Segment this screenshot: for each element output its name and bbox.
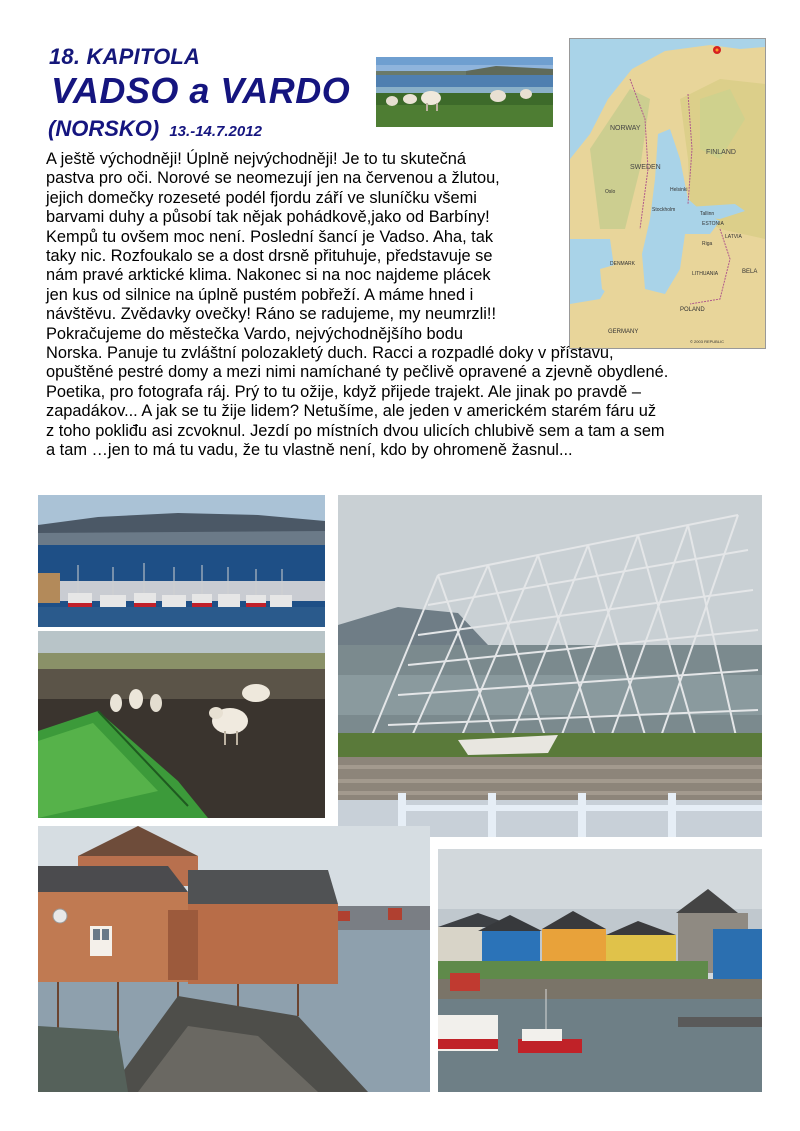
map-label-estonia: ESTONIA bbox=[702, 221, 724, 227]
map-label-finland: FINLAND bbox=[706, 149, 736, 156]
text-line: Kempů tu ovšem moc není. Poslední šancí je Vadso. Aha, tak bbox=[46, 227, 494, 246]
fish-drying-racks-photo bbox=[338, 495, 762, 837]
text-line: z toho pokliđu asi zcvoknul. Jezdí po místních dvou ulicích chlubivě sem a tam a sem bbox=[46, 421, 665, 440]
map-label-denmark: DENMARK bbox=[610, 261, 636, 267]
map-label-germany: GERMANY bbox=[608, 329, 639, 335]
text-line: jejich domečky rozeseté podél fjordu září ve sluníčku všemi bbox=[46, 188, 477, 207]
sheep-shore-photo bbox=[376, 57, 553, 127]
text-line: pastva pro oči. Norové se neomezují jen na červenou a žlutou, bbox=[46, 169, 500, 188]
map-label-helsinki: Helsinki bbox=[670, 187, 688, 193]
text-line: barvami duhy a působí tak nějak pohádkově,jako od Barbíny! bbox=[46, 208, 490, 227]
text-line: zapadákov... A jak se tu žije lidem? Netušíme, ale jeden v americkém starém fáru už bbox=[46, 402, 657, 421]
map-copyright: © 2003 REPUBLIC bbox=[690, 339, 725, 344]
colorful-houses-harbour-photo bbox=[438, 849, 762, 1092]
text-line: Pokračujeme do městečka Vardo, nejvýchodnějšího bodu bbox=[46, 324, 463, 343]
map-label-poland: POLAND bbox=[680, 307, 705, 313]
map-label-bela: BELA bbox=[742, 269, 758, 275]
chapter-label: 18. KAPITOLA bbox=[49, 44, 201, 69]
text-line: opuštěné pestré domy a mezi nimi namíchané ty pečlivě opravené a zjevně obydlené. bbox=[46, 363, 669, 382]
map-label-lithuania: LITHUANIA bbox=[692, 271, 719, 277]
text-line: a tam …jen to má tu vadu, že tu vlastně není, kdo by ohromeně žasnul... bbox=[46, 441, 573, 460]
subtitle bbox=[48, 116, 262, 142]
text-line: taky nic. Rozfoukalo se a dost drsně přituhuje, představuje se bbox=[46, 247, 493, 266]
map-label-stockholm: Stockholm bbox=[652, 207, 676, 213]
country-label: (NORSKO) bbox=[48, 116, 160, 141]
harbour-boats-photo bbox=[38, 495, 325, 627]
text-line: Poetika, pro fotografa ráj. Prý to tu ožije, když přijede trajekt. Ale jinak po pravdě – bbox=[46, 382, 641, 401]
map-label-sweden: SWEDEN bbox=[630, 164, 661, 171]
map-label-oslo: Oslo bbox=[605, 189, 616, 195]
text-line: nám pravé arktické klima. Nakonec si na noc najdeme plácek bbox=[46, 266, 491, 285]
sheep-tent-photo bbox=[38, 631, 325, 818]
page-title: VADSO a VARDO bbox=[51, 70, 351, 111]
map-label-riga: Riga bbox=[702, 241, 713, 247]
body-text-top bbox=[46, 150, 668, 461]
text-line: A ještě východněji! Úplně nejvýchodněji! Je to tu skutečná bbox=[46, 150, 467, 168]
map-label-tallinn: Tallinn bbox=[700, 211, 715, 217]
map-label-norway: NORWAY bbox=[610, 125, 641, 132]
text-line: jen kus od silnice na úplně pustém pobřeží. A máme hned i bbox=[46, 285, 474, 304]
map-label-latvia: LATVIA bbox=[725, 234, 742, 240]
stilt-houses-photo bbox=[38, 826, 430, 1092]
date-range: 13.-14.7.2012 bbox=[169, 123, 262, 140]
text-line: Norska. Panuje tu zvláštní polozakletý duch. Racci a rozpadlé doky v přístavu, bbox=[46, 344, 614, 363]
text-line: návštěvu. Zvědavky ovečky! Ráno se radujeme, my neumrzli!! bbox=[46, 305, 497, 324]
